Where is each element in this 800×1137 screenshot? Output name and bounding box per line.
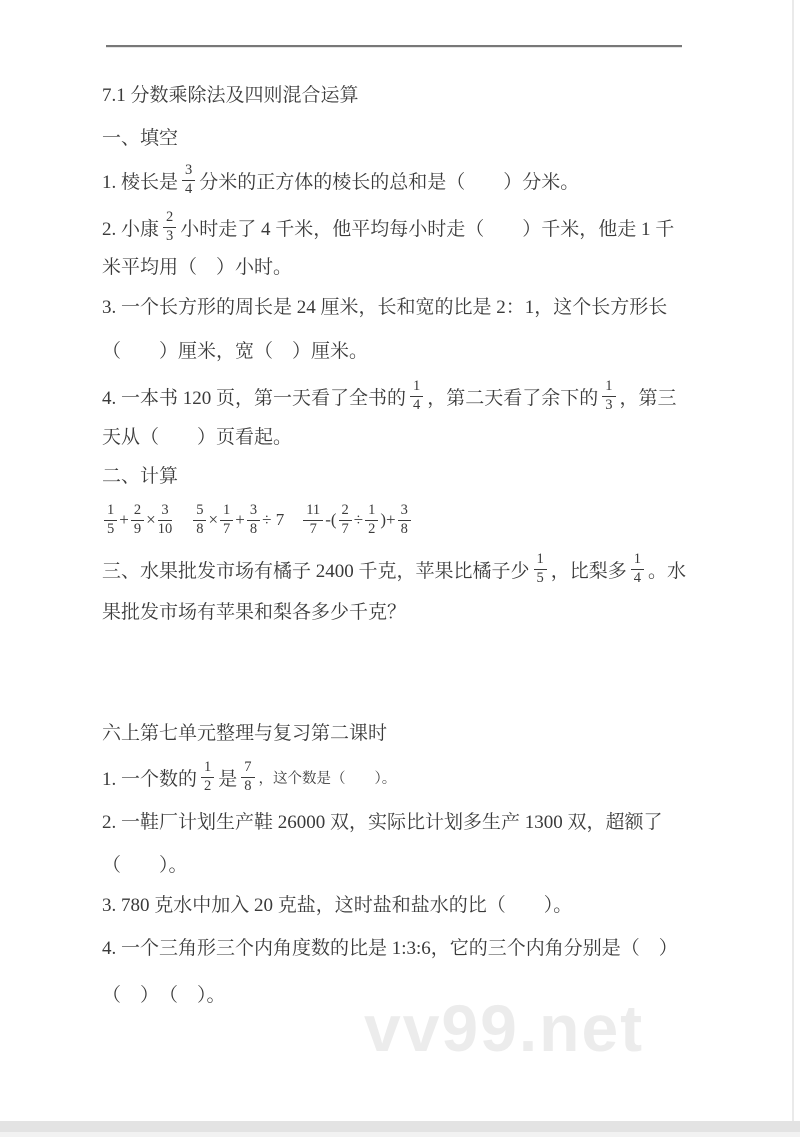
fraction: $\frac{2}{9}$ xyxy=(131,503,144,538)
fraction: $\frac{11}{7}$ xyxy=(303,503,323,538)
ws1-q2-pre: 2. 小康 xyxy=(102,218,160,240)
page-bottom-gap-light xyxy=(0,1132,800,1137)
ws2-q1-mid: 是 xyxy=(218,768,238,790)
site-watermark: vv99.net xyxy=(364,991,645,1065)
ws1-q5-line2: 果批发市场有苹果和梨各多少千克？ xyxy=(102,602,407,623)
operator: ÷ 7 xyxy=(262,510,285,529)
page-right-edge xyxy=(792,0,794,1121)
ws1-q1-pre: 1. 棱长是 xyxy=(102,171,179,193)
operator: × xyxy=(208,510,219,529)
ws2-q4-line1: 4. 一个三角形三个内角度数的比是 1:3:6，它的三个内角分别是（ ） xyxy=(102,938,678,959)
fraction: $\frac{3}{8}$ xyxy=(247,503,260,538)
header-rule xyxy=(106,45,682,47)
ws1-q4-post: ，第三 xyxy=(619,387,677,409)
fraction: $\frac{7}{8}$ xyxy=(241,760,254,795)
ws2-q1-pre: 1. 一个数的 xyxy=(102,768,198,790)
ws1-q3-line1: 3. 一个长方形的周长是 24 厘米，长和宽的比是 2：1，这个长方形长 xyxy=(102,297,668,318)
operator: + xyxy=(235,510,245,529)
operator: )+ xyxy=(380,510,396,529)
ws1-q5-post: 。水 xyxy=(648,560,687,582)
ws2-q1-post: ，这个数是（ ）。 xyxy=(258,770,397,787)
ws2-q4-line2: （ ） （ ）。 xyxy=(102,985,226,1006)
fraction: $\frac{1}{7}$ xyxy=(220,503,233,538)
calculation-row xyxy=(102,497,413,543)
ws1-q4-line2: 天从（ ）页看起。 xyxy=(102,427,293,448)
fraction: $\frac{3}{10}$ xyxy=(157,501,173,537)
ws1-q4-line1 xyxy=(102,373,677,419)
fraction: $\frac{1}{4}$ xyxy=(410,379,423,414)
operator: + xyxy=(119,510,129,529)
ws2-q2-line2: （ ）。 xyxy=(102,855,188,876)
section-heading-calc: 二、计算 xyxy=(102,466,179,487)
ws1-q2-post: 小时走了 4 千米，他平均每小时走（ ）千米，他走 1 千 xyxy=(180,218,675,240)
ws1-q4-pre: 4. 一本书 120 页，第一天看了全书的 xyxy=(102,387,407,409)
ws1-q2-line1 xyxy=(102,204,674,250)
operator: × xyxy=(146,510,156,529)
ws1-q1-line1 xyxy=(102,157,579,203)
fraction: $\frac{1}{4}$ xyxy=(631,552,644,587)
ws1-q4-mid: ，第二天看了余下的 xyxy=(427,387,599,409)
ws1-q3-line2: （ ）厘米，宽（ ）厘米。 xyxy=(102,341,369,362)
ws1-q2-line2: 米平均用（ ）小时。 xyxy=(102,257,293,278)
operator: -( xyxy=(325,510,337,529)
ws1-q5-line1 xyxy=(102,546,686,592)
worksheet1-title: 7.1 分数乘除法及四则混合运算 xyxy=(102,85,359,106)
fraction: $\frac{1}{3}$ xyxy=(602,379,615,414)
fraction: $\frac{1}{2}$ xyxy=(201,760,214,795)
ws2-q2-line1: 2. 一鞋厂计划生产鞋 26000 双，实际比计划多生产 1300 双，超额了 xyxy=(102,812,663,833)
section-heading-fill: 一、填空 xyxy=(102,128,179,149)
fraction: $\frac{1}{2}$ xyxy=(365,503,378,538)
ws1-q5-pre: 三、水果批发市场有橘子 2400 千克，苹果比橘子少 xyxy=(102,560,530,582)
fraction: $\frac{1}{5}$ xyxy=(534,552,547,587)
gap xyxy=(284,508,301,533)
fraction: $\frac{3}{8}$ xyxy=(398,503,411,538)
fraction: $\frac{2}{7}$ xyxy=(339,503,352,538)
operator: ÷ xyxy=(353,510,364,529)
ws2-q3-line1: 3. 780 克水中加入 20 克盐，这时盐和盐水的比（ ）。 xyxy=(102,895,573,916)
gap xyxy=(174,508,191,533)
fraction: $\frac{3}{4}$ xyxy=(182,163,195,198)
fraction: $\frac{2}{3}$ xyxy=(163,210,176,245)
page-bottom-gap xyxy=(0,1121,800,1132)
ws1-q5-mid: ，比梨多 xyxy=(550,560,627,582)
ws1-q1-post: 分米的正方体的棱长的总和是（ ）分米。 xyxy=(199,171,580,193)
worksheet2-title: 六上第七单元整理与复习第二课时 xyxy=(102,723,388,744)
fraction: $\frac{5}{8}$ xyxy=(193,503,206,538)
ws2-q1-line1 xyxy=(102,754,396,800)
fraction: $\frac{1}{5}$ xyxy=(104,503,117,538)
